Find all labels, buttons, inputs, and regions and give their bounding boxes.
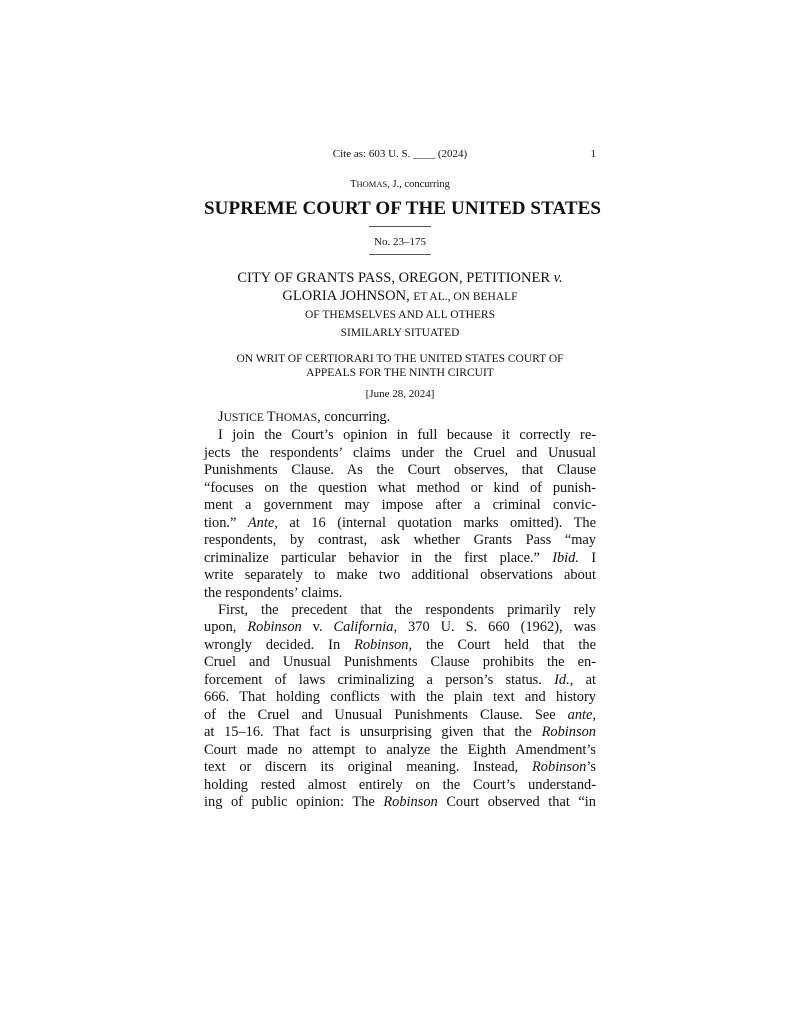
text-run: ’s bbox=[586, 759, 596, 776]
text-run: text or discern its original meaning. Instead, bbox=[204, 759, 533, 776]
writ-statement bbox=[204, 352, 596, 380]
text-line bbox=[204, 550, 596, 567]
text-run: v. bbox=[301, 619, 334, 636]
text-line: Punishments Clause. As the Court observes, that Clause bbox=[204, 462, 596, 479]
text-run: upon, bbox=[204, 619, 248, 636]
writ-line: ON WRIT OF CERTIORARI TO THE UNITED STATES COURT OF bbox=[236, 353, 564, 365]
text-line bbox=[204, 707, 596, 724]
text-line bbox=[204, 619, 596, 636]
divider bbox=[369, 226, 431, 227]
opening-text: J bbox=[218, 409, 224, 425]
decision-date: [June 28, 2024] bbox=[365, 388, 435, 400]
writ-line: APPEALS FOR THE NINTH CIRCUIT bbox=[306, 367, 494, 379]
text-line bbox=[204, 759, 596, 776]
opening-line bbox=[204, 409, 596, 427]
text-line: I join the Court’s opinion in full because it correctly re- bbox=[218, 427, 596, 444]
divider bbox=[369, 254, 431, 255]
caption-line bbox=[204, 269, 596, 287]
text-run: of the Cruel and Unusual Punishments Clause. See bbox=[204, 706, 568, 723]
citation-italic: Id. bbox=[554, 671, 570, 688]
text-run: forcement of laws criminalizing a person’s status. bbox=[204, 671, 555, 688]
case-name-italic: Robinson bbox=[383, 793, 438, 810]
case-name-italic: Robinson bbox=[247, 619, 302, 636]
running-head-name: HOMAS bbox=[356, 179, 388, 189]
text-run: , 370 U. S. 660 (1962), was bbox=[393, 619, 596, 636]
text-line bbox=[204, 724, 596, 741]
case-name-italic: Robinson bbox=[354, 636, 409, 653]
case-name-italic: Robinson bbox=[541, 724, 596, 741]
text-line: respondents, by contrast, ask whether Grants Pass “may bbox=[204, 532, 596, 549]
page-number: 1 bbox=[590, 148, 596, 160]
text-run: , at bbox=[569, 671, 596, 688]
opening-text: HOMAS bbox=[275, 412, 318, 424]
text-line: the respondents’ claims. bbox=[204, 584, 343, 601]
docket-number: No. 23–175 bbox=[374, 236, 426, 248]
caption-text: CITY OF GRANTS PASS, OREGON, PETITIONER bbox=[237, 270, 554, 286]
text-line: Cruel and Unusual Punishments Clause prohibits the en- bbox=[204, 654, 596, 671]
page-header bbox=[204, 148, 596, 166]
citation: Cite as: 603 U. S. ____ (2024) bbox=[332, 148, 468, 160]
running-head-suffix: , J., concurring bbox=[387, 179, 450, 190]
caption-line bbox=[204, 287, 596, 306]
text-line: Court made no attempt to analyze the Eighth Amendment’s bbox=[204, 741, 596, 758]
caption-text: ET AL., ON BEHALF bbox=[413, 291, 518, 303]
citation-italic: Ante, bbox=[247, 514, 278, 531]
caption-text: GLORIA JOHNSON, bbox=[282, 288, 414, 304]
court-title: SUPREME COURT OF THE UNITED STATES bbox=[204, 198, 602, 219]
case-name-italic: California bbox=[333, 619, 394, 636]
text-line: write separately to make two additional observations about bbox=[204, 567, 596, 584]
text-line: holding rested almost entirely on the Court’s understand- bbox=[204, 776, 596, 793]
caption-line: SIMILARLY SITUATED bbox=[340, 327, 460, 339]
text-run: ing of public opinion: The bbox=[204, 793, 384, 810]
text-line: First, the precedent that the respondents primarily rely bbox=[218, 601, 596, 618]
text-run: at 15–16. That fact is unsurprising given that the bbox=[204, 724, 542, 741]
caption-versus: v. bbox=[553, 270, 563, 286]
text-run: I bbox=[578, 549, 597, 566]
opinion-page bbox=[204, 148, 602, 811]
text-line: jects the respondents’ claims under the Cruel and Unusual bbox=[204, 444, 596, 461]
text-run: criminalize particular behavior in the first place.” bbox=[204, 549, 553, 566]
text-line bbox=[204, 794, 596, 811]
opening-text: USTICE bbox=[223, 412, 267, 424]
text-run: wrongly decided. In bbox=[204, 636, 355, 653]
opinion-body bbox=[204, 409, 596, 811]
text-line: ment a government may impose after a criminal convic- bbox=[204, 497, 596, 514]
caption-line: OF THEMSELVES AND ALL OTHERS bbox=[305, 309, 495, 321]
case-name-italic: Robinson bbox=[532, 759, 587, 776]
text-line bbox=[204, 515, 596, 532]
citation-italic: Ibid. bbox=[552, 549, 579, 566]
text-line: “focuses on the question what method or kind of punish- bbox=[204, 479, 596, 496]
opening-text: , concurring. bbox=[317, 409, 391, 425]
opening-text: T bbox=[266, 409, 276, 425]
running-head-initial: T bbox=[350, 179, 357, 190]
paragraph-1 bbox=[204, 427, 596, 602]
text-run: at 16 (internal quotation marks omitted). The bbox=[277, 514, 596, 531]
case-caption bbox=[204, 269, 596, 342]
text-run: tion.” bbox=[204, 514, 248, 531]
paragraph-2 bbox=[204, 602, 596, 811]
running-head bbox=[204, 179, 596, 190]
citation-italic: ante, bbox=[567, 706, 596, 723]
text-run: , the Court held that the bbox=[408, 636, 597, 653]
text-run: Court observed that “in bbox=[437, 793, 596, 810]
text-line bbox=[204, 672, 596, 689]
text-line: 666. That holding conflicts with the plain text and history bbox=[204, 689, 596, 706]
text-line bbox=[204, 637, 596, 654]
